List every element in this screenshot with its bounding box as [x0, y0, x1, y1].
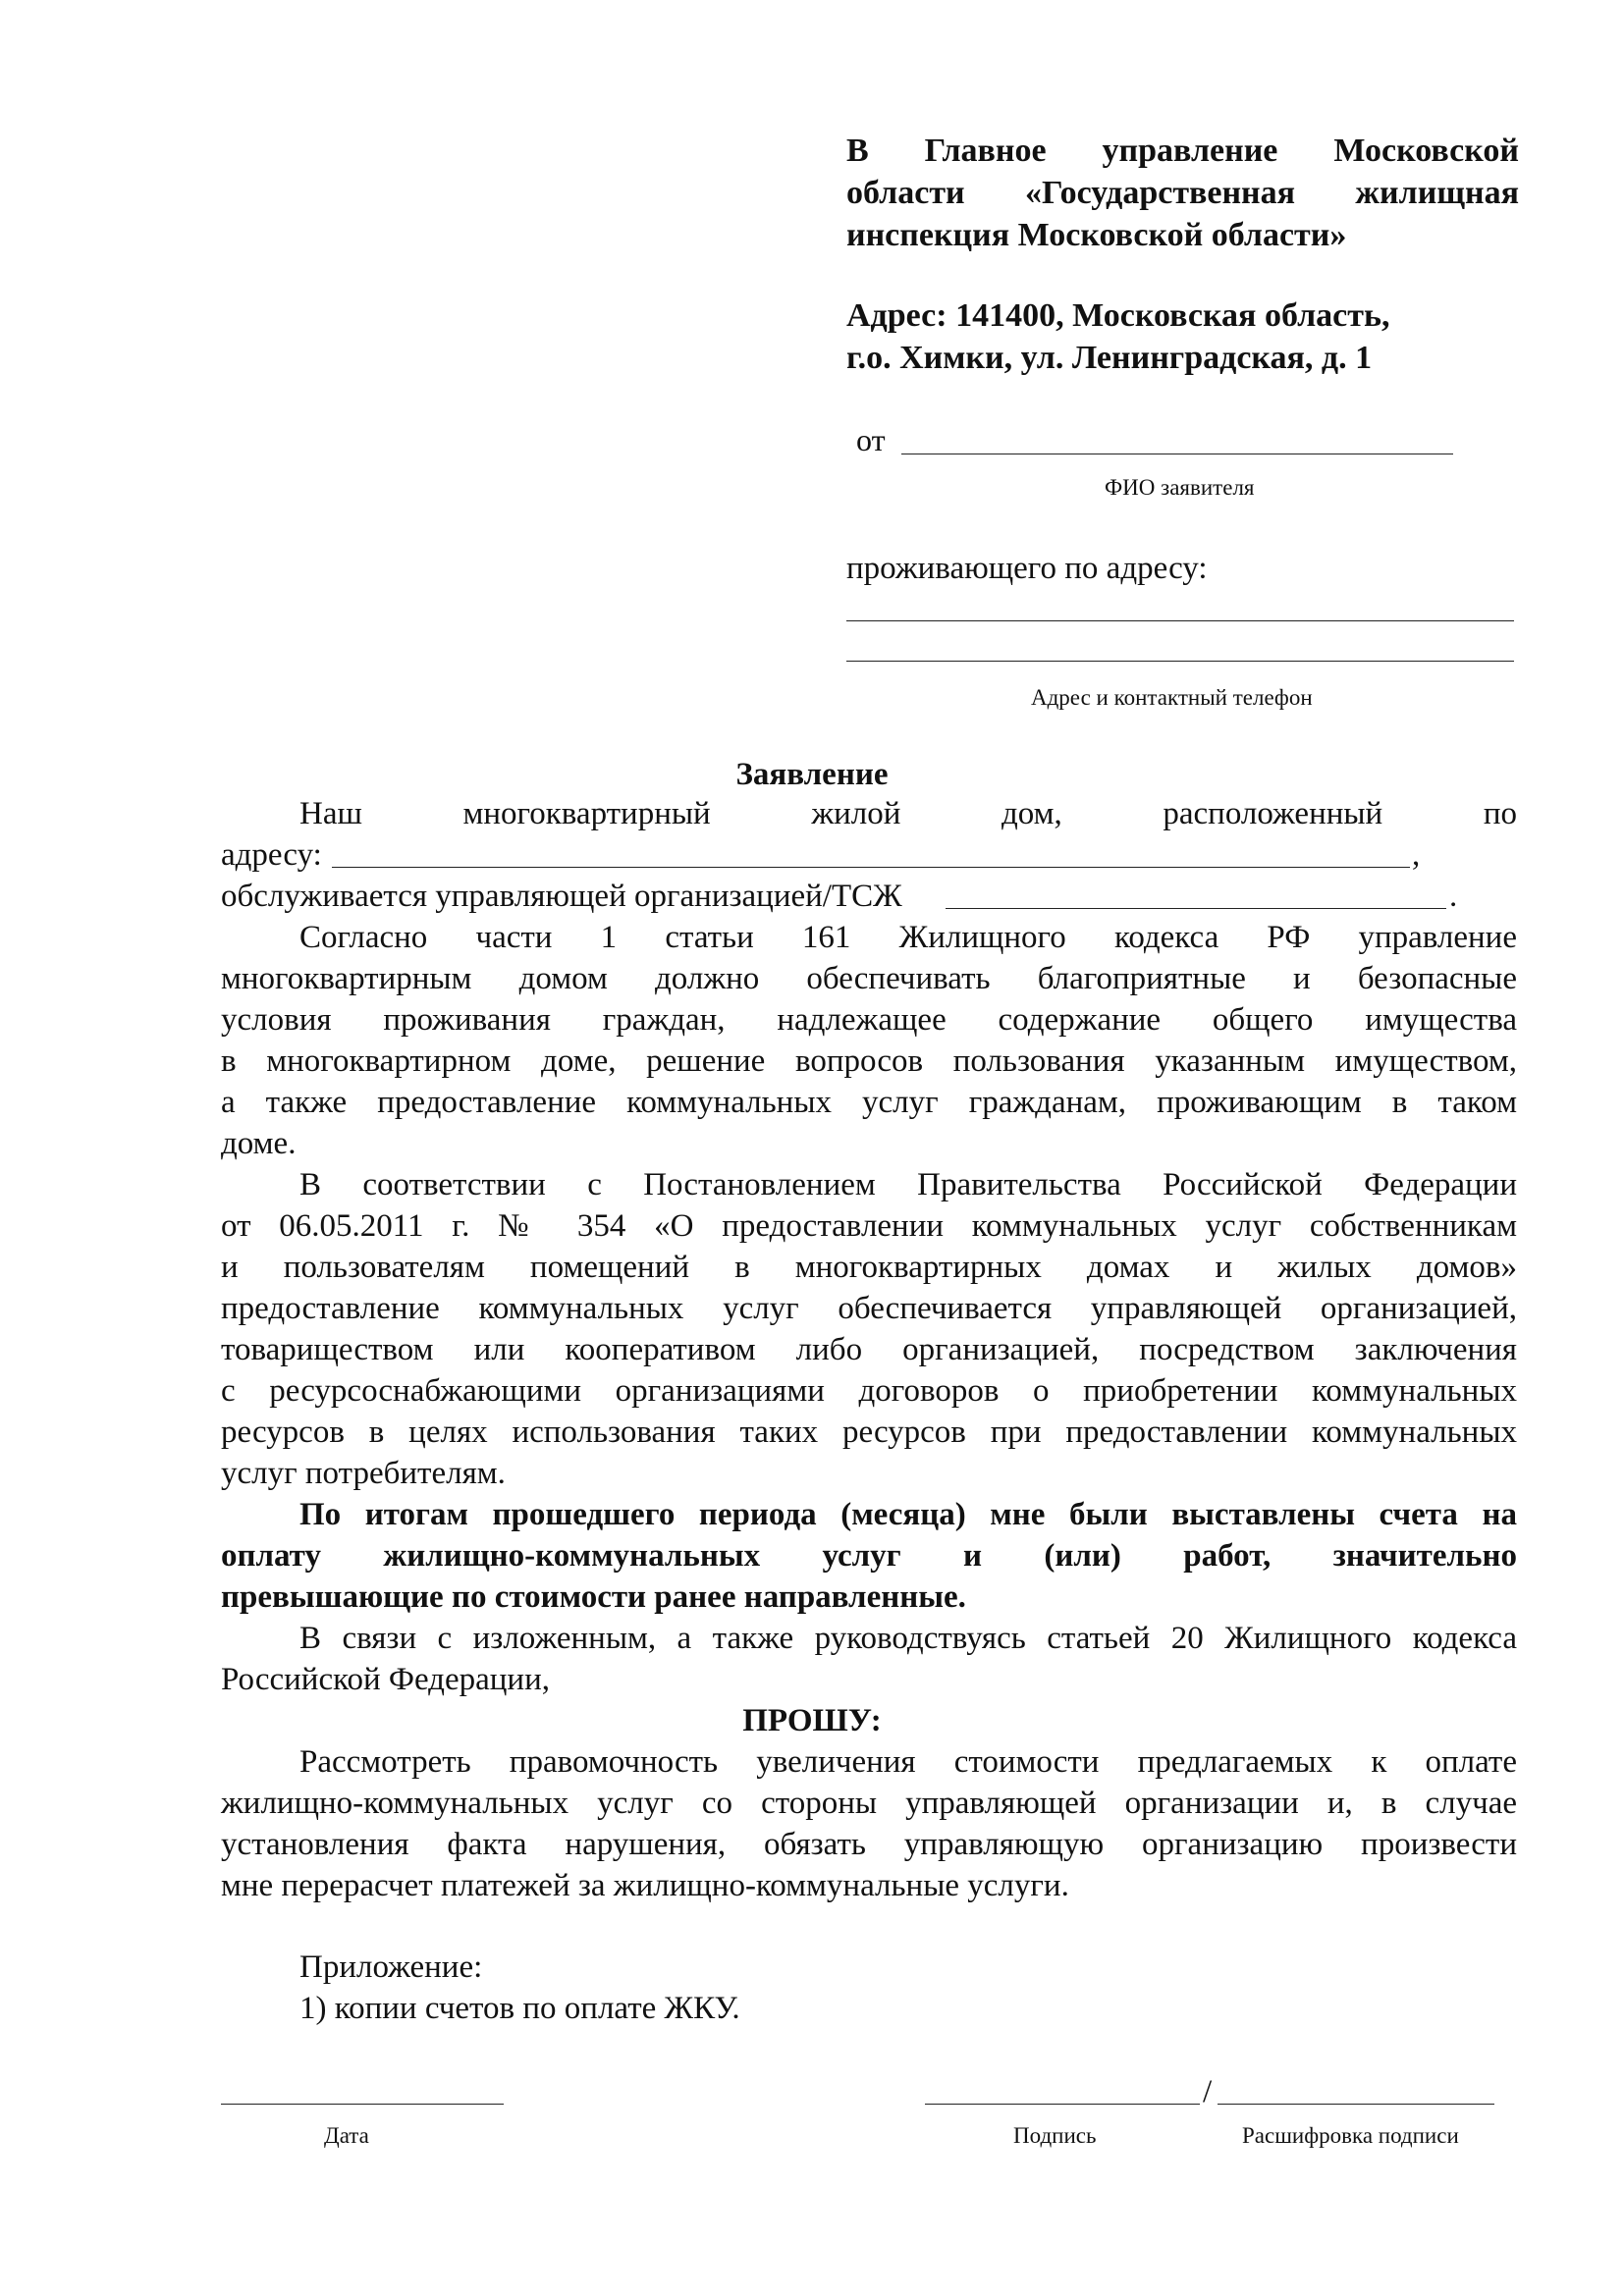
para5-line: В связи с изложенным, а также руководствуясь статьей 20 Жилищного кодекса [299, 1621, 1517, 1656]
address-prefix: адресу: [221, 837, 322, 873]
residence-label: проживающего по адресу: [846, 551, 1208, 586]
document-title: Заявление [735, 757, 889, 792]
para3-line: от 06.05.2011 г. № 354 «О предоставлении коммунальных услуг собственникам [221, 1208, 1517, 1244]
para1-word: дом, [1001, 796, 1062, 831]
address-comma: , [1412, 837, 1421, 873]
para1-word: Наш [299, 796, 362, 831]
para2-line: условия проживания граждан, надлежащее содержание общего имущества [221, 1002, 1517, 1038]
para1-word: расположенный [1163, 796, 1383, 831]
management-org-field[interactable] [946, 908, 1446, 909]
para1-line-2 [221, 834, 1517, 876]
address-caption: Адрес и контактный телефон [1031, 685, 1313, 710]
signature-decode-caption: Расшифровка подписи [1242, 2123, 1459, 2148]
para3-line: предоставление коммунальных услуг обеспечивается управляющей организацией, [221, 1291, 1517, 1326]
address-line-1: Адрес: 141400, Московская область, [846, 297, 1390, 334]
para3-line: товариществом или кооперативом либо организацией, посредством заключения [221, 1332, 1517, 1367]
signature-caption: Подпись [1013, 2123, 1097, 2148]
recipient-line-1: В Главное управление Московской [846, 133, 1519, 169]
request-heading: ПРОШУ: [742, 1703, 882, 1738]
house-address-field[interactable] [332, 867, 1410, 868]
attachment-item-1: 1) копии счетов по оплате ЖКУ. [299, 1991, 740, 2026]
date-caption: Дата [324, 2123, 369, 2148]
para4-line: По итогам прошедшего периода (месяца) мне были выставлены счета на [299, 1497, 1517, 1532]
address-line-field-1[interactable] [846, 620, 1514, 621]
para1-word: по [1483, 796, 1517, 831]
para1-word: многоквартирный [462, 796, 711, 831]
para2-line: а также предоставление коммунальных услуг гражданам, проживающим в таком [221, 1085, 1517, 1120]
management-org-prefix: обслуживается управляющей организацией/ТСЖ [221, 879, 902, 914]
recipient-line-2: области «Государственная жилищная [846, 175, 1519, 211]
para4-line: оплату жилищно-коммунальных услуг и (или) работ, значительно [221, 1538, 1517, 1574]
para3-line: и пользователям помещений в многоквартирных домах и жилых домов» [221, 1250, 1517, 1285]
para3-line: В соответствии с Постановлением Правительства Российской Федерации [299, 1167, 1517, 1202]
para2-line: в многоквартирном доме, решение вопросов пользования указанным имуществом, [221, 1043, 1517, 1079]
para6-line: установления факта нарушения, обязать управляющую организацию произвести [221, 1827, 1517, 1862]
para6-line: мне перерасчет платежей за жилищно-коммунальные услуги. [221, 1868, 1069, 1903]
applicant-name-caption: ФИО заявителя [1105, 475, 1255, 500]
date-field[interactable] [221, 2104, 504, 2105]
para3-line: ресурсов в целях использования таких ресурсов при предоставлении коммунальных [221, 1415, 1517, 1450]
para3-line: услуг потребителям. [221, 1456, 506, 1491]
management-org-period: . [1449, 879, 1458, 914]
signature-decode-field[interactable] [1218, 2104, 1494, 2105]
attachments-label: Приложение: [299, 1949, 483, 1985]
para1-line-3 [221, 876, 1517, 917]
address-line-2: г.о. Химки, ул. Ленинградская, д. 1 [846, 340, 1373, 376]
para6-line: Рассмотреть правомочность увеличения стоимости предлагаемых к оплате [299, 1744, 1517, 1780]
para2-line: многоквартирным домом должно обеспечивать благоприятные и безопасные [221, 961, 1517, 996]
para6-line: жилищно-коммунальных услуг со стороны управляющей организации и, в случае [221, 1786, 1517, 1821]
recipient-line-3: инспекция Московской области» [846, 217, 1347, 253]
signature-field[interactable] [925, 2104, 1200, 2105]
para2-line: Согласно части 1 статьи 161 Жилищного кодекса РФ управление [299, 920, 1517, 955]
para2-line: доме. [221, 1126, 297, 1161]
para5-line: Российской Федерации, [221, 1662, 550, 1697]
signature-separator: / [1203, 2074, 1213, 2109]
para1-word: жилой [811, 796, 901, 831]
from-label: от [856, 422, 886, 457]
para3-line: с ресурсоснабжающими организациями договоров о приобретении коммунальных [221, 1373, 1517, 1409]
address-line-field-2[interactable] [846, 661, 1514, 662]
para1-line-1 [221, 793, 1517, 834]
para4-line: превышающие по стоимости ранее направленные. [221, 1579, 966, 1615]
